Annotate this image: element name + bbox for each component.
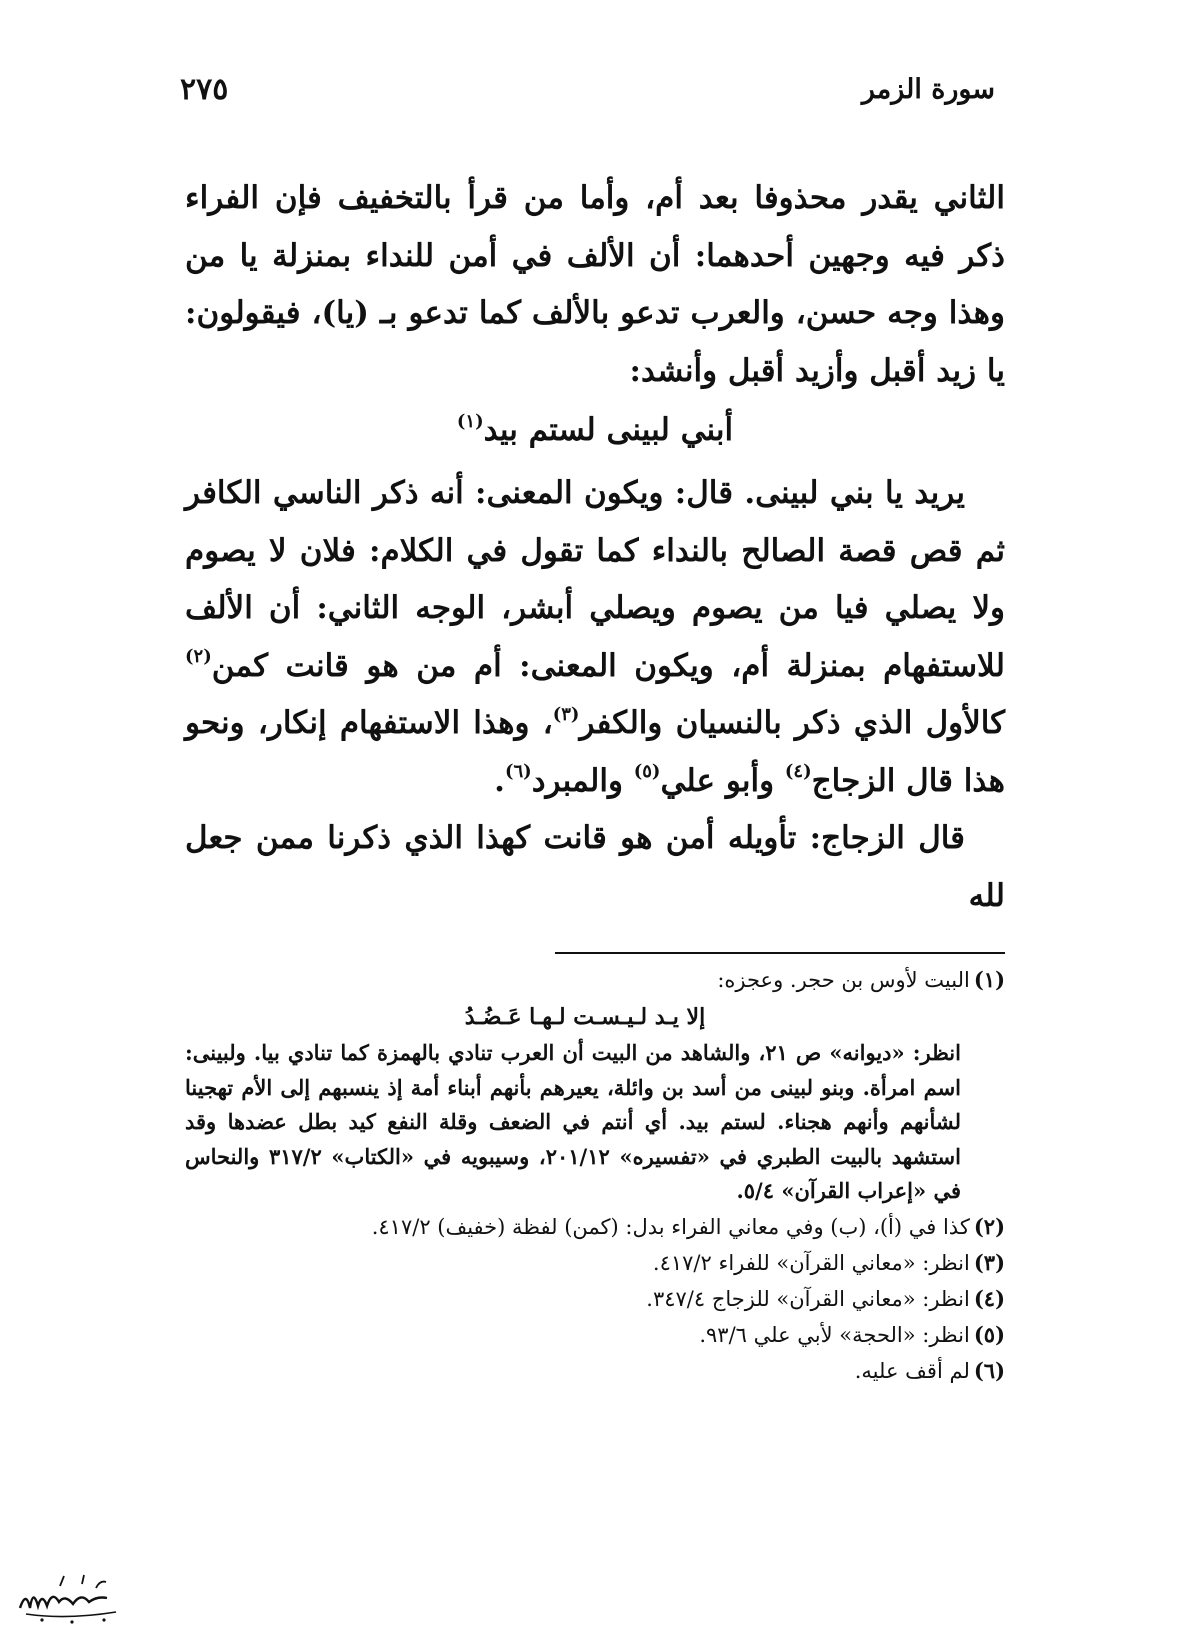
para2-part-f: .	[494, 762, 505, 799]
para2-part-d: وأبو علي	[660, 762, 785, 799]
footnote-1-continuation: انظر: «ديوانه» ص ٢١، والشاهد من البيت أن العرب تنادي بالهمزة كما تنادي بيا. ولبينى: اسم امرأة. وبنو لبينى من أسد بن وائلة، يعيرهم بأنهم أبناء أمة إذ ينسبهم إلى الأم تهجينا لشأنهم وأنهم هجناء. لستم بيد. أي أنتم في الضعف وقلة النفع كيد بطل عضدها وقد استشهد بالبيت الطبري في «تفسيره» ٢٠١/١٢، وسيبويه في «الكتاب» ٣١٧/٢ والنحاس في «إعراب القرآن» ٥/٤.	[185, 1040, 961, 1203]
verse-text: أبني لبينى لستم بيد	[483, 412, 734, 448]
footnote-text: انظر: «معاني القرآن» للزجاج ٣٤٧/٤.	[646, 1286, 970, 1311]
footnote-6	[185, 1353, 1005, 1389]
footnote-1	[185, 962, 1005, 998]
footnote-text: لم أقف عليه.	[854, 1358, 970, 1383]
footnote-ref-5[interactable]: (٥)	[633, 761, 661, 783]
footnote-ref-1[interactable]: (١)	[456, 410, 484, 432]
footnote-ref-4[interactable]: (٤)	[784, 761, 812, 783]
footnote-4	[185, 1281, 1005, 1317]
main-text	[185, 170, 1005, 925]
footnote-2	[185, 1209, 1005, 1245]
para2-part-b: كالأول الذي ذكر بالنسيان والكفر	[579, 705, 1005, 741]
poetry-verse	[185, 402, 1005, 459]
para2-part-e: والمبرد	[531, 762, 634, 799]
page-number: ٢٧٥	[180, 72, 229, 107]
footnote-number: (٥)	[973, 1321, 1005, 1347]
page-header	[180, 74, 995, 124]
footnote-5	[185, 1317, 1005, 1353]
footnote-number: (١)	[973, 967, 1005, 992]
footnote-separator	[555, 952, 1005, 954]
para2-part-c: ، وهذا الاستفهام إنكار، ونحو هذا قال الزجاج	[185, 705, 1005, 799]
paragraph-1: الثاني يقدر محذوفا بعد أم، وأما من قرأ بالتخفيف فإن الفراء ذكر فيه وجهين أحدهما: أن الألف في أمن للنداء بمنزلة يا من وهذا وجه حسن، والعرب تدعو بالألف كما تدعو بـ (يا)، فيقولون: يا زيد أقبل وأزيد أقبل وأنشد:	[185, 180, 1005, 389]
footnote-text: انظر: «معاني القرآن» للفراء ٤١٧/٢.	[652, 1250, 970, 1275]
footnote-text: انظر: «الحجة» لأبي علي ٩٣/٦.	[699, 1322, 970, 1347]
footnote-ref-2[interactable]: (٢)	[185, 646, 212, 668]
footnote-text: كذا في (أ)، (ب) وفي معاني الفراء بدل: (كمن) لفظة (خفيف) ٤١٧/٢.	[371, 1214, 970, 1239]
footnote-text: البيت لأوس بن حجر. وعجزه:	[717, 968, 970, 992]
paragraph-3: قال الزجاج: تأويله أمن هو قانت كهذا الذي ذكرنا ممن جعل لله	[185, 820, 1005, 914]
paragraph-2	[185, 465, 1005, 810]
footnote-number: (٦)	[973, 1357, 1005, 1383]
para2-part-a: يريد يا بني لبينى. قال: ويكون المعنى: أنه ذكر الناسي الكافر ثم قص قصة الصالح بالنداء كما تقول في الكلام: فلان لا يصوم ولا يصلي فيا من يصوم ويصلي أبشر، الوجه الثاني: أن الألف للاستفهام بمنزلة أم، ويكون المعنى: أم من هو قانت كمن	[185, 475, 1005, 684]
footnote-ref-6[interactable]: (٦)	[504, 761, 532, 783]
footnote-ref-3[interactable]: (٣)	[552, 703, 580, 725]
footnote-3	[185, 1245, 1005, 1281]
footnote-number: (٢)	[973, 1213, 1005, 1239]
footnote-number: (٤)	[973, 1285, 1005, 1311]
publisher-logo-icon	[12, 1568, 132, 1628]
footnote-number: (٣)	[973, 1249, 1005, 1275]
footnotes	[185, 962, 1005, 1389]
running-title: سورة الزمر	[861, 74, 995, 105]
footnote-1-verse: إلا يـد لـيـسـت لـهـا عَـضُـدُ	[464, 1004, 706, 1030]
